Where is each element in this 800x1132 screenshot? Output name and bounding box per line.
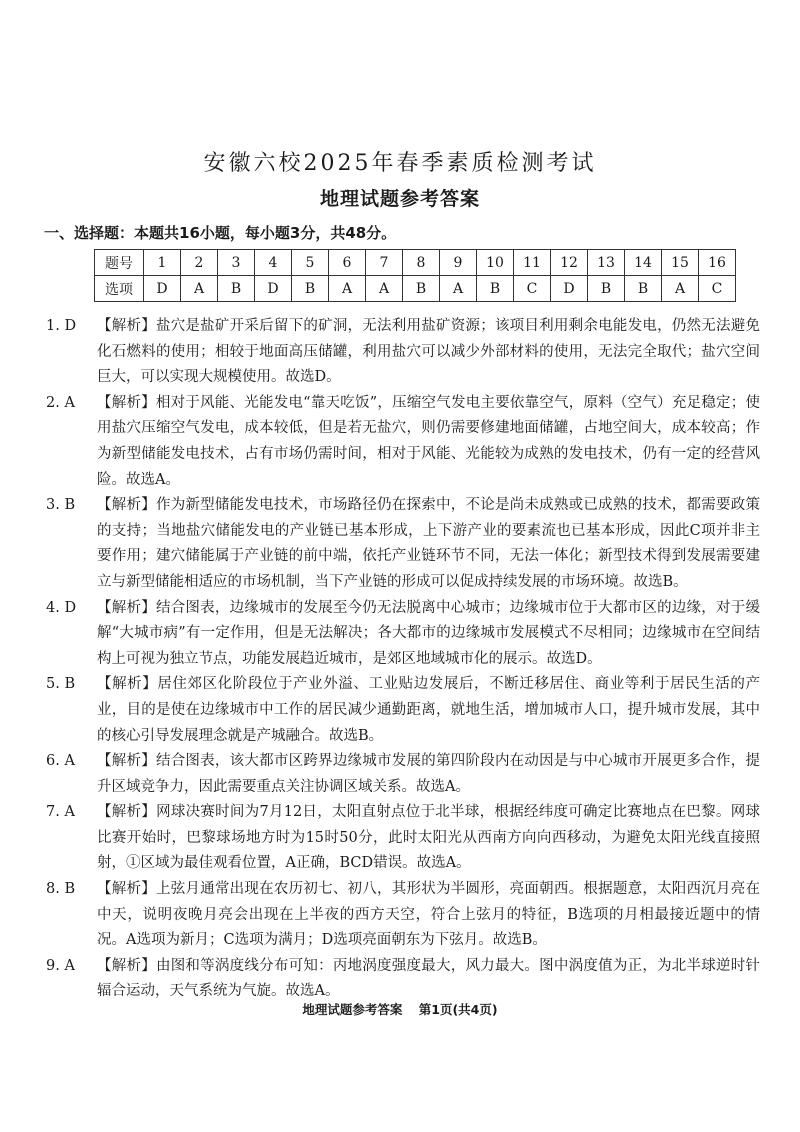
- answer-cell: B: [588, 276, 625, 302]
- item-text: 【解析】盐穴是盐矿开采后留下的矿洞，无法利用盐矿资源；该项目利用剩余电能发电，仍然无法避免化石燃料的使用；相较于地面高压储罐，利用盐穴可以减少外部材料的使用，无法完全取代；盐穴空间巨大，可以实现大规模使用。故选D。: [97, 318, 760, 386]
- item-text: 【解析】由图和等涡度线分布可知：丙地涡度强度最大，风力最大。图中涡度值为正，为北半球逆时针辐合运动，天气系统为气旋。故选A。: [97, 957, 760, 1000]
- explanation-list: [46, 314, 760, 1005]
- document-subtitle: 地理试题参考答案: [319, 188, 480, 210]
- row-label: 题号: [95, 250, 144, 276]
- item-text: 【解析】居住郊区化阶段位于产业外溢、工业贴边发展后，不断迁移居住、商业等利于居民生活的产业，目的是使在边缘城市中工作的居民减少通勤距离，就地生活，增加城市人口，提升城市发展，其中的核心引导发展理念就是产城融合。故选B。: [97, 676, 760, 744]
- explanation-item: [46, 877, 760, 954]
- answer-cell: D: [144, 276, 181, 302]
- section-heading: 一、选择题：本题共16小题，每小题3分，共48分。: [44, 224, 397, 242]
- answer-cell: D: [255, 276, 292, 302]
- answer-cell: A: [440, 276, 477, 302]
- answer-cell: C: [699, 276, 736, 302]
- item-number: 1. D: [46, 318, 77, 334]
- item-number: 5. B: [46, 676, 76, 693]
- question-number: 8: [403, 250, 440, 276]
- question-number: 4: [255, 250, 292, 276]
- answer-table-number-row: [95, 250, 736, 276]
- question-number: 15: [662, 250, 699, 276]
- footer-doc-name: 地理试题参考答案: [302, 1002, 403, 1017]
- question-number: 6: [329, 250, 366, 276]
- answer-table-answer-row: [95, 276, 736, 302]
- item-number: 9. A: [46, 957, 75, 974]
- answer-cell: B: [218, 276, 255, 302]
- question-number: 5: [292, 250, 329, 276]
- item-number: 8. B: [46, 881, 76, 898]
- explanation-item: [46, 954, 760, 1005]
- item-text: 【解析】相对于风能、光能发电“靠天吃饭”，压缩空气发电主要依靠空气，原料（空气）充足稳定；使用盐穴压缩空气发电，成本较低，但是若无盐穴，则仍需要修建地面储罐，占地空间大，成本较高；作为新型储能发电技术，占有市场仍需时间，相对于风能、光能较为成熟的发电技术，仍有一定的经营风险。故选A。: [97, 394, 760, 488]
- explanation-item: [46, 314, 760, 391]
- item-text: 【解析】结合图表，边缘城市的发展至今仍无法脱离中心城市；边缘城市位于大都市区的边缘，对于缓解“大城市病”有一定作用，但是无法解决；各大都市的边缘城市发展模式不尽相同；边缘城市在空间结构上可视为独立节点，功能发展趋近城市，是郊区地域城市化的展示。故选D。: [97, 599, 760, 667]
- explanation-item: [46, 493, 760, 595]
- item-text: 【解析】网球决赛时间为7月12日，太阳直射点位于北半球，根据经纬度可确定比赛地点在巴黎。网球比赛开始时，巴黎球场地方时为15时50分，此时太阳光从西南方向向西移动，为避免太阳光线直接照射，①区域为最佳观看位置，A正确，BCD错误。故选A。: [97, 804, 760, 872]
- item-number: 7. A: [46, 804, 75, 821]
- question-number: 1: [144, 250, 181, 276]
- page-footer: [0, 1000, 800, 1018]
- row-label: 选项: [95, 276, 144, 302]
- item-number: 2. A: [46, 394, 75, 411]
- explanation-item: [46, 800, 760, 877]
- question-number: 7: [366, 250, 403, 276]
- question-number: 13: [588, 250, 625, 276]
- item-text: 【解析】上弦月通常出现在农历初七、初八，其形状为半圆形，亮面朝西。根据题意，太阳西沉月亮在中天，说明夜晚月亮会出现在上半夜的西方天空，符合上弦月的特征，B选项的月相最接近题中的情况。A选项为新月；C选项为满月；D选项亮面朝东为下弦月。故选B。: [97, 881, 760, 949]
- answer-cell: A: [662, 276, 699, 302]
- question-number: 9: [440, 250, 477, 276]
- answer-cell: D: [551, 276, 588, 302]
- answer-cell: A: [366, 276, 403, 302]
- question-number: 3: [218, 250, 255, 276]
- item-text: 【解析】结合图表，该大都市区跨界边缘城市发展的第四阶段内在动因是与中心城市开展更多合作，提升区域竞争力，因此需要重点关注协调区域关系。故选A。: [97, 753, 760, 795]
- question-number: 14: [625, 250, 662, 276]
- question-number: 16: [699, 250, 736, 276]
- answer-table: [94, 249, 736, 302]
- document-title: 安徽六校2025年春季素质检测考试: [203, 151, 597, 176]
- question-number: 11: [514, 250, 551, 276]
- answer-cell: A: [329, 276, 366, 302]
- footer-page-number: 第1页(共4页): [418, 1002, 498, 1017]
- answer-cell: B: [477, 276, 514, 302]
- item-number: 3. B: [46, 497, 76, 514]
- explanation-item: [46, 391, 760, 493]
- answer-cell: B: [403, 276, 440, 302]
- explanation-item: [46, 672, 760, 749]
- answer-cell: C: [514, 276, 551, 302]
- question-number: 12: [551, 250, 588, 276]
- question-number: 10: [477, 250, 514, 276]
- answer-cell: A: [181, 276, 218, 302]
- answer-cell: B: [625, 276, 662, 302]
- item-number: 4. D: [46, 599, 77, 616]
- explanation-item: [46, 596, 760, 673]
- explanation-item: [46, 749, 760, 800]
- item-text: 【解析】作为新型储能发电技术，市场路径仍在探索中，不论是尚未成熟或已成熟的技术，都需要政策的支持；当地盐穴储能发电的产业链已基本形成，上下游产业的要素流也已基本形成，因此C项并非主要作用；建穴储能属于产业链的前中端，依托产业链环节不同，无法一体化；新型技术得到发展需要建立与新型储能相适应的市场机制，当下产业链的形成可以促成持续发展的市场环境。故选B。: [97, 497, 760, 590]
- answer-cell: B: [292, 276, 329, 302]
- item-number: 6. A: [46, 753, 75, 770]
- question-number: 2: [181, 250, 218, 276]
